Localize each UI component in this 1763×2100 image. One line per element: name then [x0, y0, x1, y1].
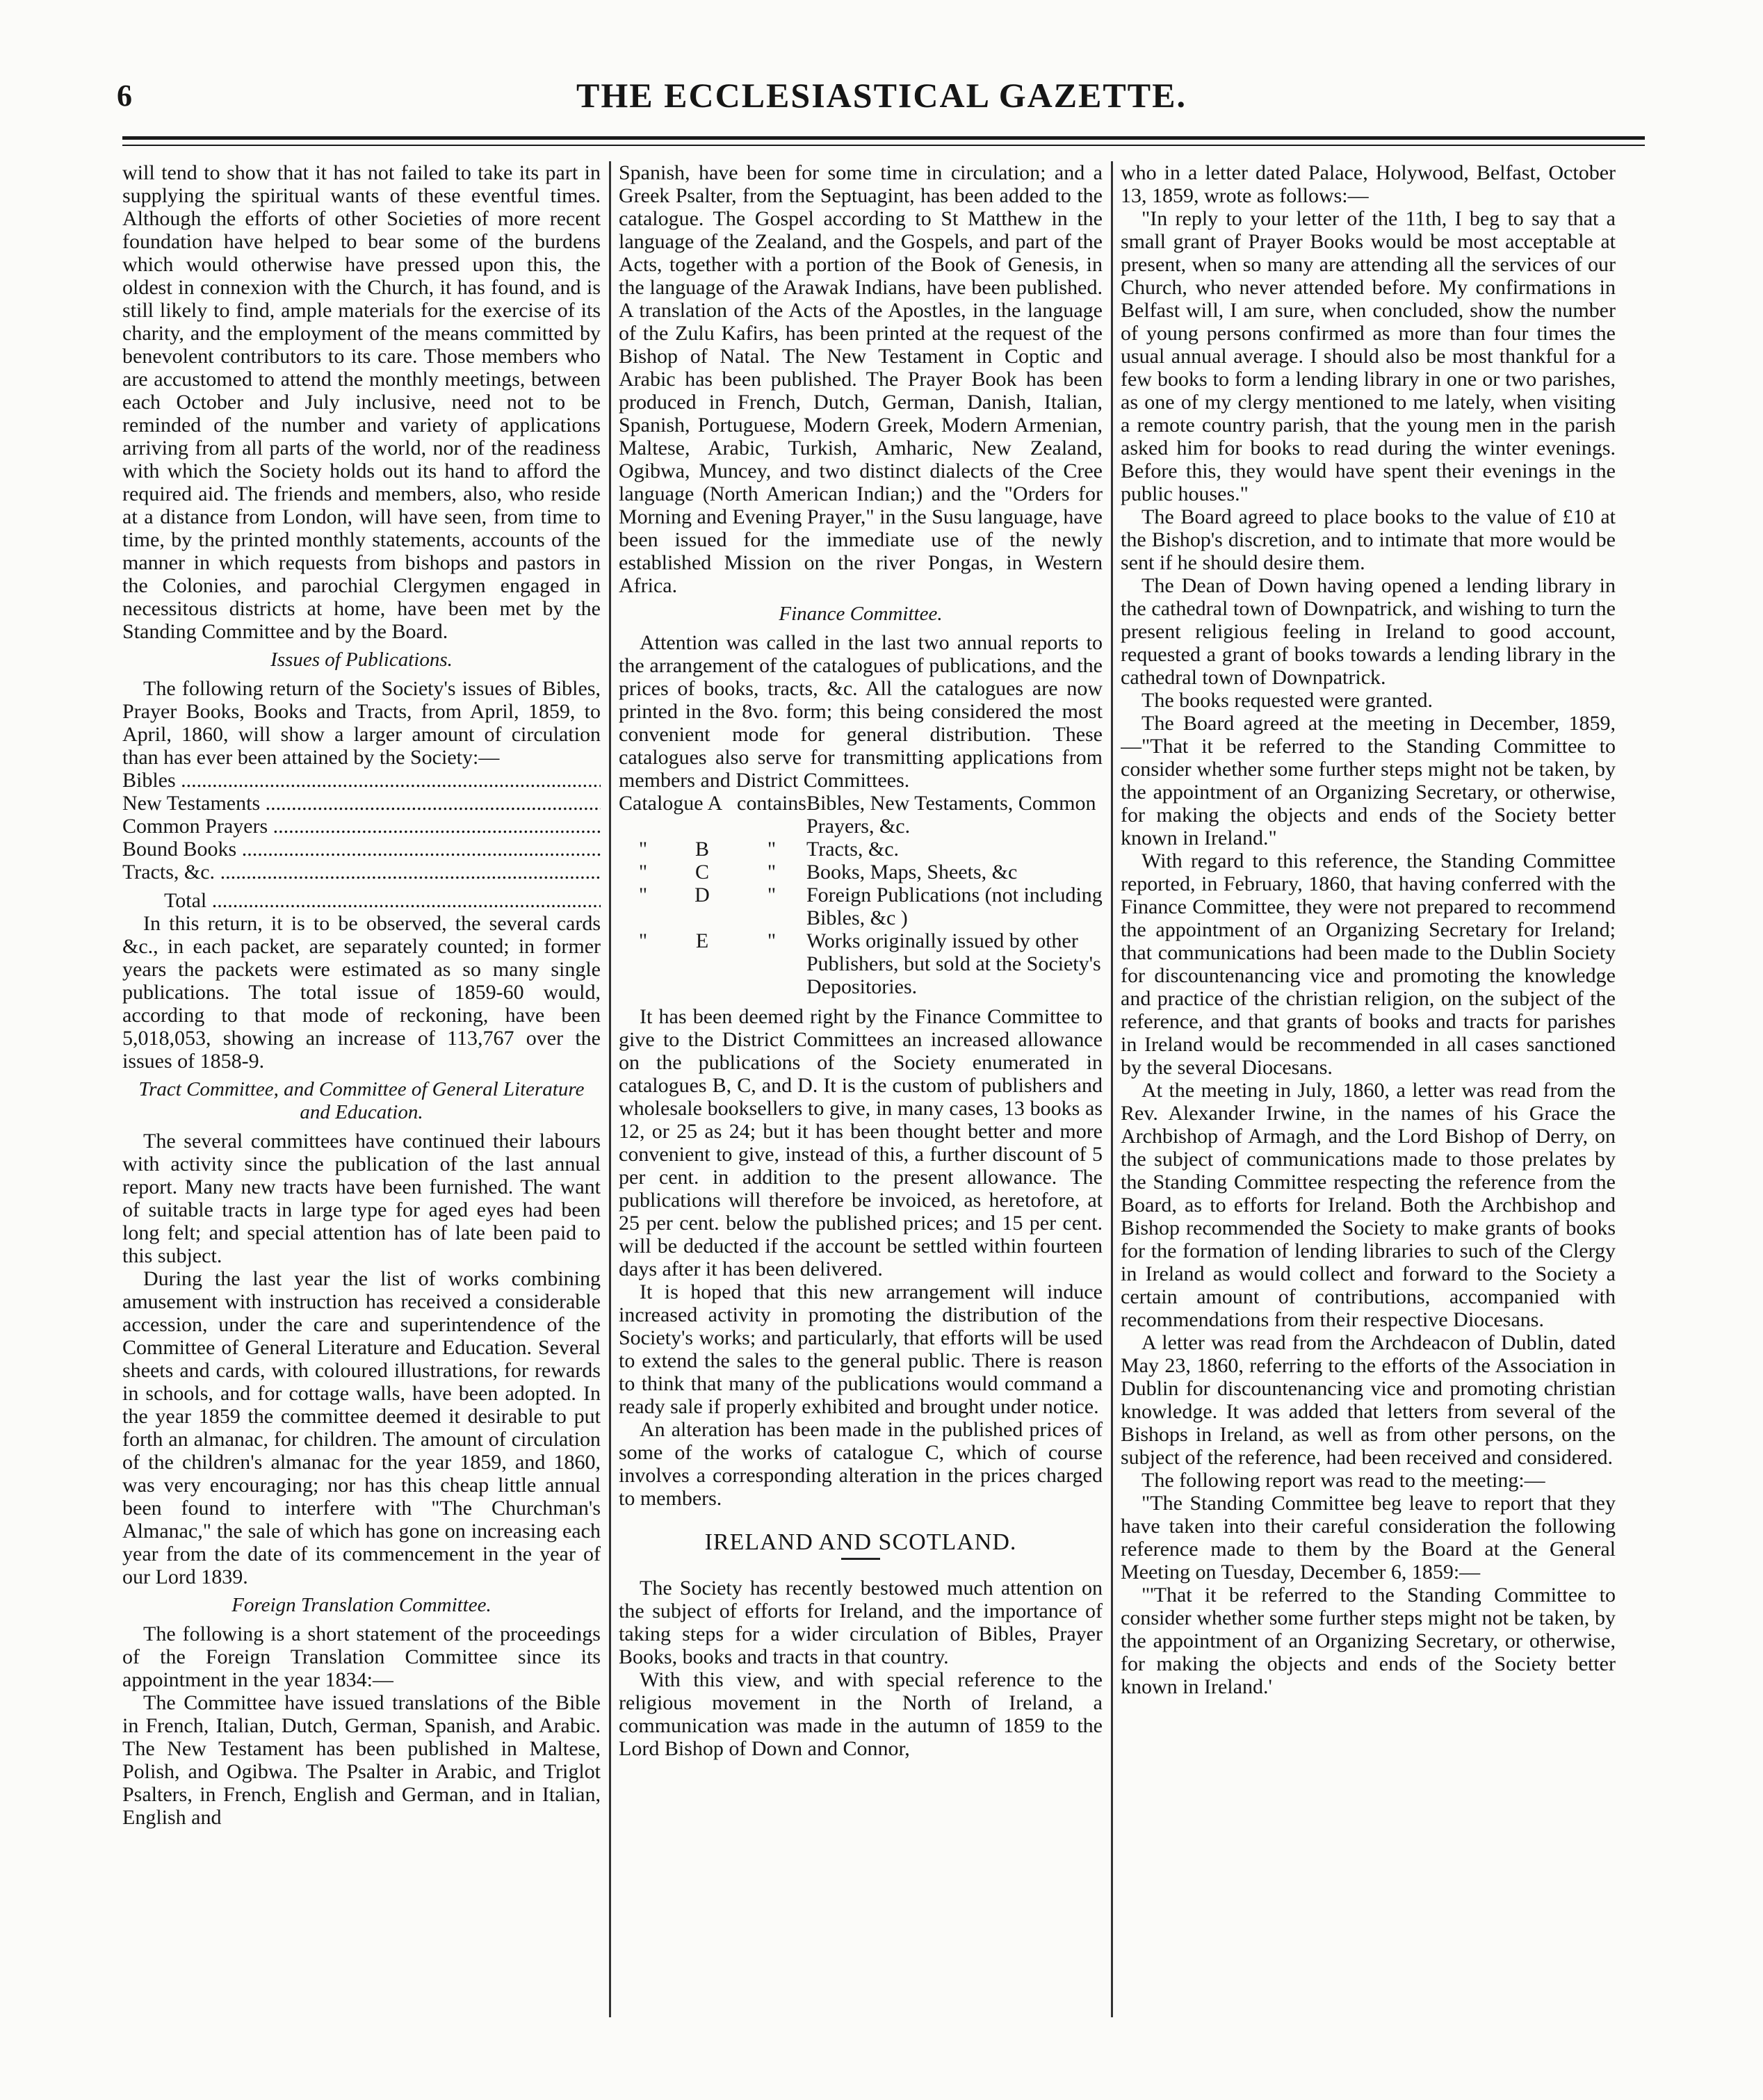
paragraph: The books requested were granted. — [1142, 689, 1433, 712]
catalogue-table — [619, 792, 1103, 998]
section-heading-tract-committee: Tract Committee, and Committee of General Literature and Education. — [138, 1078, 585, 1123]
table-row — [122, 838, 601, 861]
paragraph: It has been deemed right by the Finance Committee to give to the District Committees an increased allowance on the publications of the Society enumerated in catalogues B, C, and D. It is the custom of publishers and wholesale booksellers to give, in many cases, 13 books as 12, or 25 as 24; but it has been thought better and more convenient to give, instead of this, a further discount of 5 per cent. in addition to the present allowance. The publications will therefore be invoiced, as heretofore, at 25 per cent. below the published prices; and 15 per cent. will be deducted if the account be settled within fourteen days after it has been delivered. — [619, 1005, 1103, 1280]
table-row — [122, 769, 601, 792]
catalogue-letter: B — [694, 838, 709, 861]
ditto-mark: " — [767, 884, 777, 906]
page-number: 6 — [117, 79, 132, 113]
catalogue-contents: Books, Maps, Sheets, &c — [806, 861, 1018, 884]
ditto-mark: " — [767, 838, 777, 861]
sum-rule-row — [122, 884, 601, 889]
paragraph: With this view, and with special reference to the religious movement in the North of Ireland, a communication was made in the autumn of 1859 to the Lord Bishop of Down and Connor, — [619, 1668, 1103, 1760]
paragraph: "In reply to your letter of the 11th, I beg to say that a small grant of Prayer Books would be most acceptable at present, when so many are attending all the services of our Church, who never attended before. My confirmations in Belfast will, I am sure, when concluded, show the number of young persons confirmed as more than four times the usual annual average. I should also be most thankful for a few books to form a lending library in one or two parishes, as one of my clergy mentioned to me lately, when visiting a remote country parish, that the young men in the parish asked him for books to read during the winter evenings. Before this, they would have spent their evenings in the public houses." — [1121, 207, 1616, 505]
ditto-mark: " — [638, 929, 648, 952]
section-heading-foreign-translation: Foreign Translation Committee. — [231, 1594, 491, 1616]
catalogue-letter: D — [694, 884, 710, 906]
ditto-mark: " — [767, 861, 777, 884]
column-divider-2 — [1111, 161, 1113, 2017]
table-cell-label: New Testaments ..... — [122, 792, 601, 815]
table-cell-label: Tracts, &c. ..... — [122, 861, 601, 884]
paragraph: An alteration has been made in the published prices of some of the works of catalogue C, which of course involves a corresponding alteration in the prices charged to members. — [619, 1418, 1103, 1510]
paragraph: The Dean of Down having opened a lending library in the cathedral town of Downpatrick, and wishing to turn the present religious feeling in Ireland to good account, requested a grant of books towards a lending library in the cathedral town of Downpatrick. — [1121, 574, 1616, 689]
paragraph: The following return of the Society's issues of Bibles, Prayer Books, Books and Tracts, from April, 1859, to April, 1860, will show a larger amount of circulation than has ever been attained by the Society:— — [122, 677, 601, 769]
total-label: Total ..... — [122, 889, 601, 912]
column-divider-1 — [609, 161, 611, 2017]
catalogue-contents: Foreign Publications (not including Bibles, &c ) — [806, 884, 1103, 929]
column-1 — [122, 161, 601, 2080]
ditto-mark: " — [638, 838, 648, 861]
ditto-mark: " — [767, 929, 777, 952]
table-row — [619, 884, 1103, 929]
ditto-mark: " — [638, 861, 648, 884]
catalogue-letter: E — [695, 929, 709, 952]
section-dash — [841, 1558, 880, 1560]
table-cell-label: Bound Books ..... — [122, 838, 601, 861]
paragraph: In this return, it is to be observed, the several cards &c., in each packet, are separately counted; in former years the packets were estimated as so many single publications. The total issue of 1859-60 would, according to that mode of reckoning, have been 5,018,053, showing an increase of 113,767 over the issues of 1858-9. — [122, 912, 601, 1073]
table-cell-label: Common Prayers ..... — [122, 815, 601, 838]
catalogue-verb: contains — [737, 792, 806, 815]
paragraph: A letter was read from the Archdeacon of Dublin, dated May 23, 1860, referring to the efforts of the Association in Dublin for discountenancing vice and promoting christian knowledge. It was added that letters from several of the Bishops in Ireland, as well as from other persons, on the subject of the reference, had been received and considered. — [1121, 1331, 1616, 1469]
paragraph: It is hoped that this new arrangement will induce increased activity in promoting the distribution of the Society's works; and particularly, that efforts will be used to extend the sales to the general public. There is reason to think that many of the publications would command a ready sale if properly exhibited and brought under notice. — [619, 1280, 1103, 1418]
catalogue-contents: Bibles, New Testaments, Common Prayers, &c. — [806, 792, 1096, 838]
catalogue-letter: C — [694, 861, 709, 884]
catalogue-contents: Tracts, &c. — [806, 838, 900, 861]
table-row — [619, 838, 1103, 861]
masthead-title: THE ECCLESIASTICAL GAZETTE. — [576, 76, 1187, 115]
table-row — [122, 815, 601, 838]
paragraph: During the last year the list of works combining amusement with instruction has received a considerable accession, under the care and superintendence of the Committee of General Literature and Education. Several sheets and cards, with coloured illustrations, for rewards in schools, and for cottage walls, have been adopted. In the year 1859 the committee deemed it desirable to put forth an almanac, for children. The amount of circulation of the children's almanac for the year 1859, and 1860, was very encouraging; nor has this cheap little annual been found to interfere with "The Churchman's Almanac," the sale of which has gone on increasing each year from the date of its commencement in the year of our Lord 1839. — [122, 1267, 601, 1588]
table-row — [122, 861, 601, 884]
masthead-rule-thick — [122, 136, 1645, 140]
paragraph: The several committees have continued their labours with activity since the publication of the last annual report. Many new tracts have been furnished. The want of suitable tracts in large type for aged eyes had been long felt; and special attention has of late been paid to this subject. — [122, 1130, 601, 1267]
paragraph: Attention was called in the last two annual reports to the arrangement of the catalogues of publications, and the prices of books, tracts, &c. All the catalogues are now printed in the 8vo. form; this being considered the most convenient mode for general distribution. These catalogues also serve for transmitting applications from members and District Committees. — [619, 631, 1103, 792]
paragraph: At the meeting in July, 1860, a letter was read from the Rev. Alexander Irwine, in the names of his Grace the Archbishop of Armagh, and the Lord Bishop of Derry, on the subject of communications made to those prelates by the Standing Committee respecting the reference from the Board, as to efforts for Ireland. Both the Archbishop and Bishop recommended the Society to make grants of books for the formation of lending libraries to such of the Clergy in Ireland as would collect and forward to the Society a certain amount of contributions, accompanied with recommendations from their respective Diocesans. — [1121, 1079, 1616, 1331]
paragraph: "'That it be referred to the Standing Committee to consider whether some further steps might not be taken, by the appointment of an Organizing Secretary, or otherwise, for making the objects and ends of the Society better known in Ireland.' — [1121, 1584, 1616, 1698]
paragraph: The Committee have issued translations of the Bible in French, Italian, Dutch, German, Spanish, and Arabic. The New Testament has been published in Maltese, Polish, and Ogibwa. The Psalter in Arabic, and Triglot Psalters, in French, English and German, and in Italian, English and — [122, 1691, 601, 1829]
section-heading-issues: Issues of Publications. — [270, 649, 453, 671]
paragraph: The Board agreed at the meeting in December, 1859,—"That it be referred to the Standing Committee to consider whether some further steps might not be taken, by the appointment of an Organizing Secretary, or otherwise, for making the objects and ends of the Society better known in Ireland." — [1121, 712, 1616, 849]
section-heading-ireland-scotland: IRELAND AND SCOTLAND. — [704, 1529, 1017, 1555]
paragraph: will tend to show that it has not failed to take its part in supplying the spiritual wants of these eventful times. Although the efforts of other Societies of more recent foundation have helped to bear some of the burdens which would otherwise have pressed upon this, the oldest in connexion with the Church, it has found, and is still likely to find, ample materials for the exercise of its charity, and the employment of the means committed by benevolent contributors to its care. Those members who are accustomed to attend the monthly meetings, between each October and July inclusive, need not to be reminded of the number and variety of applications arriving from all parts of the world, nor of the readiness with which the Society holds out its hand to afford the required aid. The friends and members, also, who reside at a distance from London, will have seen, from time to time, by the printed monthly statements, accounts of the manner in which requests from bishops and pastors in the Colonies, and parochial Clergymen engaged in necessitous districts at home, have been met by the Standing Committee and by the Board. — [122, 161, 601, 643]
section-heading-finance: Finance Committee. — [779, 603, 943, 625]
column-2 — [619, 161, 1103, 2080]
paragraph: Spanish, have been for some time in circulation; and a Greek Psalter, from the Septuagint, has been added to the catalogue. The Gospel according to St Matthew in the language of the Zealand, and the Gospels, and part of the Acts, together with a portion of the Book of Genesis, in the language of the Arawak Indians, have been published. A translation of the Acts of the Apostles, in the language of the Zulu Kafirs, has been printed at the request of the Bishop of Natal. The New Testament in Coptic and Arabic has been published. The Prayer Book has been produced in French, Dutch, German, Danish, Italian, Spanish, Portuguese, Modern Greek, Modern Armenian, Maltese, Arabic, Turkish, Amharic, New Zealand, Ogibwa, Muncey, and two distinct dialects of the Cree language (North American Indian;) and the "Orders for Morning and Evening Prayer," in the Susu language, have been issued for the immediate use of the newly established Mission on the river Pongas, in Western Africa. — [619, 161, 1103, 597]
paragraph: The following is a short statement of the proceedings of the Foreign Translation Committee since its appointment in the year 1834:— — [122, 1622, 601, 1691]
paragraph: The Society has recently bestowed much attention on the subject of efforts for Ireland, and the importance of taking steps for a wider circulation of Bibles, Prayer Books, books and tracts in that country. — [619, 1577, 1103, 1668]
table-row — [122, 792, 601, 815]
masthead-rule-thin — [122, 145, 1645, 146]
paragraph: "The Standing Committee beg leave to report that they have taken into their careful consideration the following reference made to them by the Board at the General Meeting on Tuesday, December 6, 1859:— — [1121, 1492, 1616, 1584]
table-row — [619, 792, 1103, 838]
catalogue-contents: Works originally issued by other Publishers, but sold at the Society's Depositories. — [806, 929, 1101, 998]
ditto-mark: " — [638, 884, 648, 906]
table-cell-label: Bibles ..... — [122, 769, 601, 792]
table-row — [619, 861, 1103, 884]
catalogue-label: Catalogue A — [619, 792, 723, 815]
total-row — [122, 889, 601, 912]
paragraph: The Board agreed to place books to the value of £10 at the Bishop's discretion, and to intimate that more would be sent if he should desire them. — [1121, 505, 1616, 574]
paragraph: who in a letter dated Palace, Holywood, Belfast, October 13, 1859, wrote as follows:— — [1121, 161, 1616, 207]
issues-table — [122, 769, 601, 912]
paragraph: With regard to this reference, the Standing Committee reported, in February, 1860, that having conferred with the Finance Committee, they were not prepared to recommend the appointment of an Organizing Secretary for Ireland; that communications had been made to the Dublin Society for discountenancing vice and promoting the knowledge and practice of the christian religion, on the subject of the reference, and that grants of books and tracts for parishes in Ireland would be recommended in all cases sanctioned by the several Diocesans. — [1121, 849, 1616, 1079]
paragraph: The following report was read to the meeting:— — [1142, 1469, 1545, 1492]
column-3 — [1121, 161, 1616, 2080]
table-row — [619, 929, 1103, 998]
